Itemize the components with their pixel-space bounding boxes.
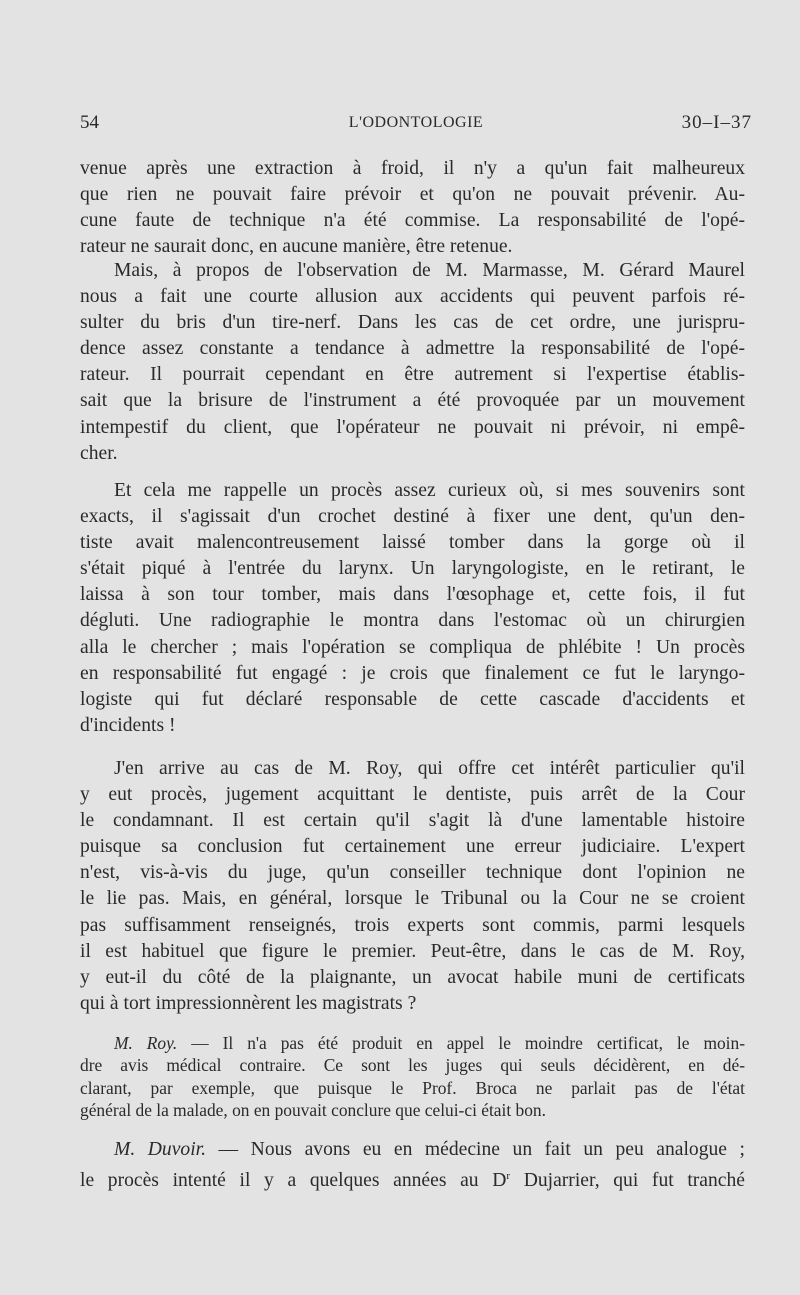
paragraph-crochet (80, 478, 745, 739)
text-line: rateur ne saurait donc, en aucune manière, être retenue. (80, 236, 513, 258)
text-line: intempestif du client, que l'opérateur ne pouvait ni prévoir, ni empê- (80, 416, 745, 438)
text-line: dre avis médical contraire. Ce sont les juges qui seuls décidèrent, en dé- (80, 1055, 745, 1076)
text-line: cher. (80, 442, 118, 464)
text-line: général de la malade, on en pouvait conclure que celui-ci était bon. (80, 1099, 546, 1120)
text-line: dence assez constante a tendance à admettre la responsabilité de l'opé- (80, 338, 745, 360)
reply-m-roy (80, 1032, 745, 1121)
text-line: sait que la brisure de l'instrument a été provoquée par un mouvement (80, 390, 745, 412)
text-line: sulter du bris d'un tire-nerf. Dans les cas de cet ordre, une jurispru- (80, 312, 745, 334)
text-line (80, 1163, 745, 1192)
text-line: pas suffisamment renseignés, trois experts sont commis, parmi lesquels (80, 914, 745, 936)
text-line (80, 1137, 745, 1163)
text-line: dégluti. Une radiographie le montra dans l'estomac où un chirurgien (80, 610, 745, 632)
reply-text: Dujarrier, qui fut tranché (510, 1170, 745, 1192)
superscript: r (506, 1170, 511, 1183)
text-line: y eut-il du côté de la plaignante, un avocat habile muni de certificats (80, 966, 745, 988)
issue-date: 30–I–37 (681, 112, 752, 133)
text-line: clarant, par exemple, que puisque le Prof. Broca ne parlait pas de l'état (80, 1077, 745, 1098)
page-number: 54 (80, 112, 99, 133)
text-line: nous a fait une courte allusion aux accidents qui peuvent parfois ré- (80, 286, 745, 308)
text-line: rateur. Il pourrait cependant en être autrement si l'expertise établis- (80, 364, 745, 386)
text-line: J'en arrive au cas de M. Roy, qui offre cet intérêt particulier qu'il (114, 758, 745, 779)
paragraph-tire-nerf (80, 258, 745, 467)
text-line: venue après une extraction à froid, il n'y a qu'un fait malheureux (80, 158, 745, 179)
text-line: en responsabilité fut engagé : je crois que finalement ce fut le laryngo- (80, 662, 745, 684)
text-line: y eut procès, jugement acquittant le dentiste, puis arrêt de la Cour (80, 784, 745, 806)
reply-m-duvoir (80, 1137, 745, 1192)
text-line: Et cela me rappelle un procès assez curieux où, si mes souvenirs sont (114, 480, 745, 501)
text-line: laissa à son tour tomber, mais dans l'œsophage et, cette fois, il fut (80, 584, 745, 606)
text-line: alla le chercher ; mais l'opération se compliqua de phlébite ! Un procès (80, 636, 745, 658)
text-line: puisque sa conclusion fut certainement une erreur judiciaire. L'expert (80, 836, 745, 858)
speaker-name: M. Roy. (114, 1033, 178, 1053)
paragraph-cas-roy (80, 756, 745, 1017)
paragraph-continuation (80, 156, 745, 260)
text-line: qui à tort impressionnèrent les magistrats ? (80, 992, 417, 1014)
text-line: d'incidents ! (80, 714, 176, 736)
text-line: s'était piqué à l'entrée du larynx. Un laryngologiste, en le retirant, le (80, 558, 745, 580)
text-line: n'est, vis-à-vis du juge, qu'un conseiller technique dont l'opinion ne (80, 862, 745, 884)
text-line: logiste qui fut déclaré responsable de cette cascade d'accidents et (80, 688, 745, 710)
text-line: tiste avait malencontreusement laissé tomber dans la gorge où il (80, 532, 745, 554)
text-line: le condamnant. Il est certain qu'il s'agit là d'une lamentable histoire (80, 810, 745, 832)
running-head (80, 112, 752, 138)
text-line: Mais, à propos de l'observation de M. Marmasse, M. Gérard Maurel (114, 260, 745, 281)
reply-text: le procès intenté il y a quelques années au D (80, 1170, 507, 1192)
text-line: que rien ne pouvait faire prévoir et qu'on ne pouvait prévenir. Au- (80, 184, 745, 206)
text-line: il est habituel que figure le premier. Peut-être, dans le cas de M. Roy, (80, 940, 745, 962)
text-line: cune faute de technique n'a été commise. La responsabilité de l'opé- (80, 210, 745, 232)
text-line: le lie pas. Mais, en général, lorsque le Tribunal ou la Cour ne se croient (80, 888, 745, 910)
reply-text: — Nous avons eu en médecine un fait un peu analogue ; (206, 1139, 745, 1160)
speaker-name: M. Duvoir. (114, 1139, 206, 1160)
text-line (80, 1032, 745, 1054)
reply-text: — Il n'a pas été produit en appel le moindre certificat, le moin- (177, 1033, 746, 1053)
text-line: exacts, il s'agissait d'un crochet destiné à fixer une dent, qu'un den- (80, 506, 745, 528)
journal-title: L'ODONTOLOGIE (348, 114, 484, 131)
